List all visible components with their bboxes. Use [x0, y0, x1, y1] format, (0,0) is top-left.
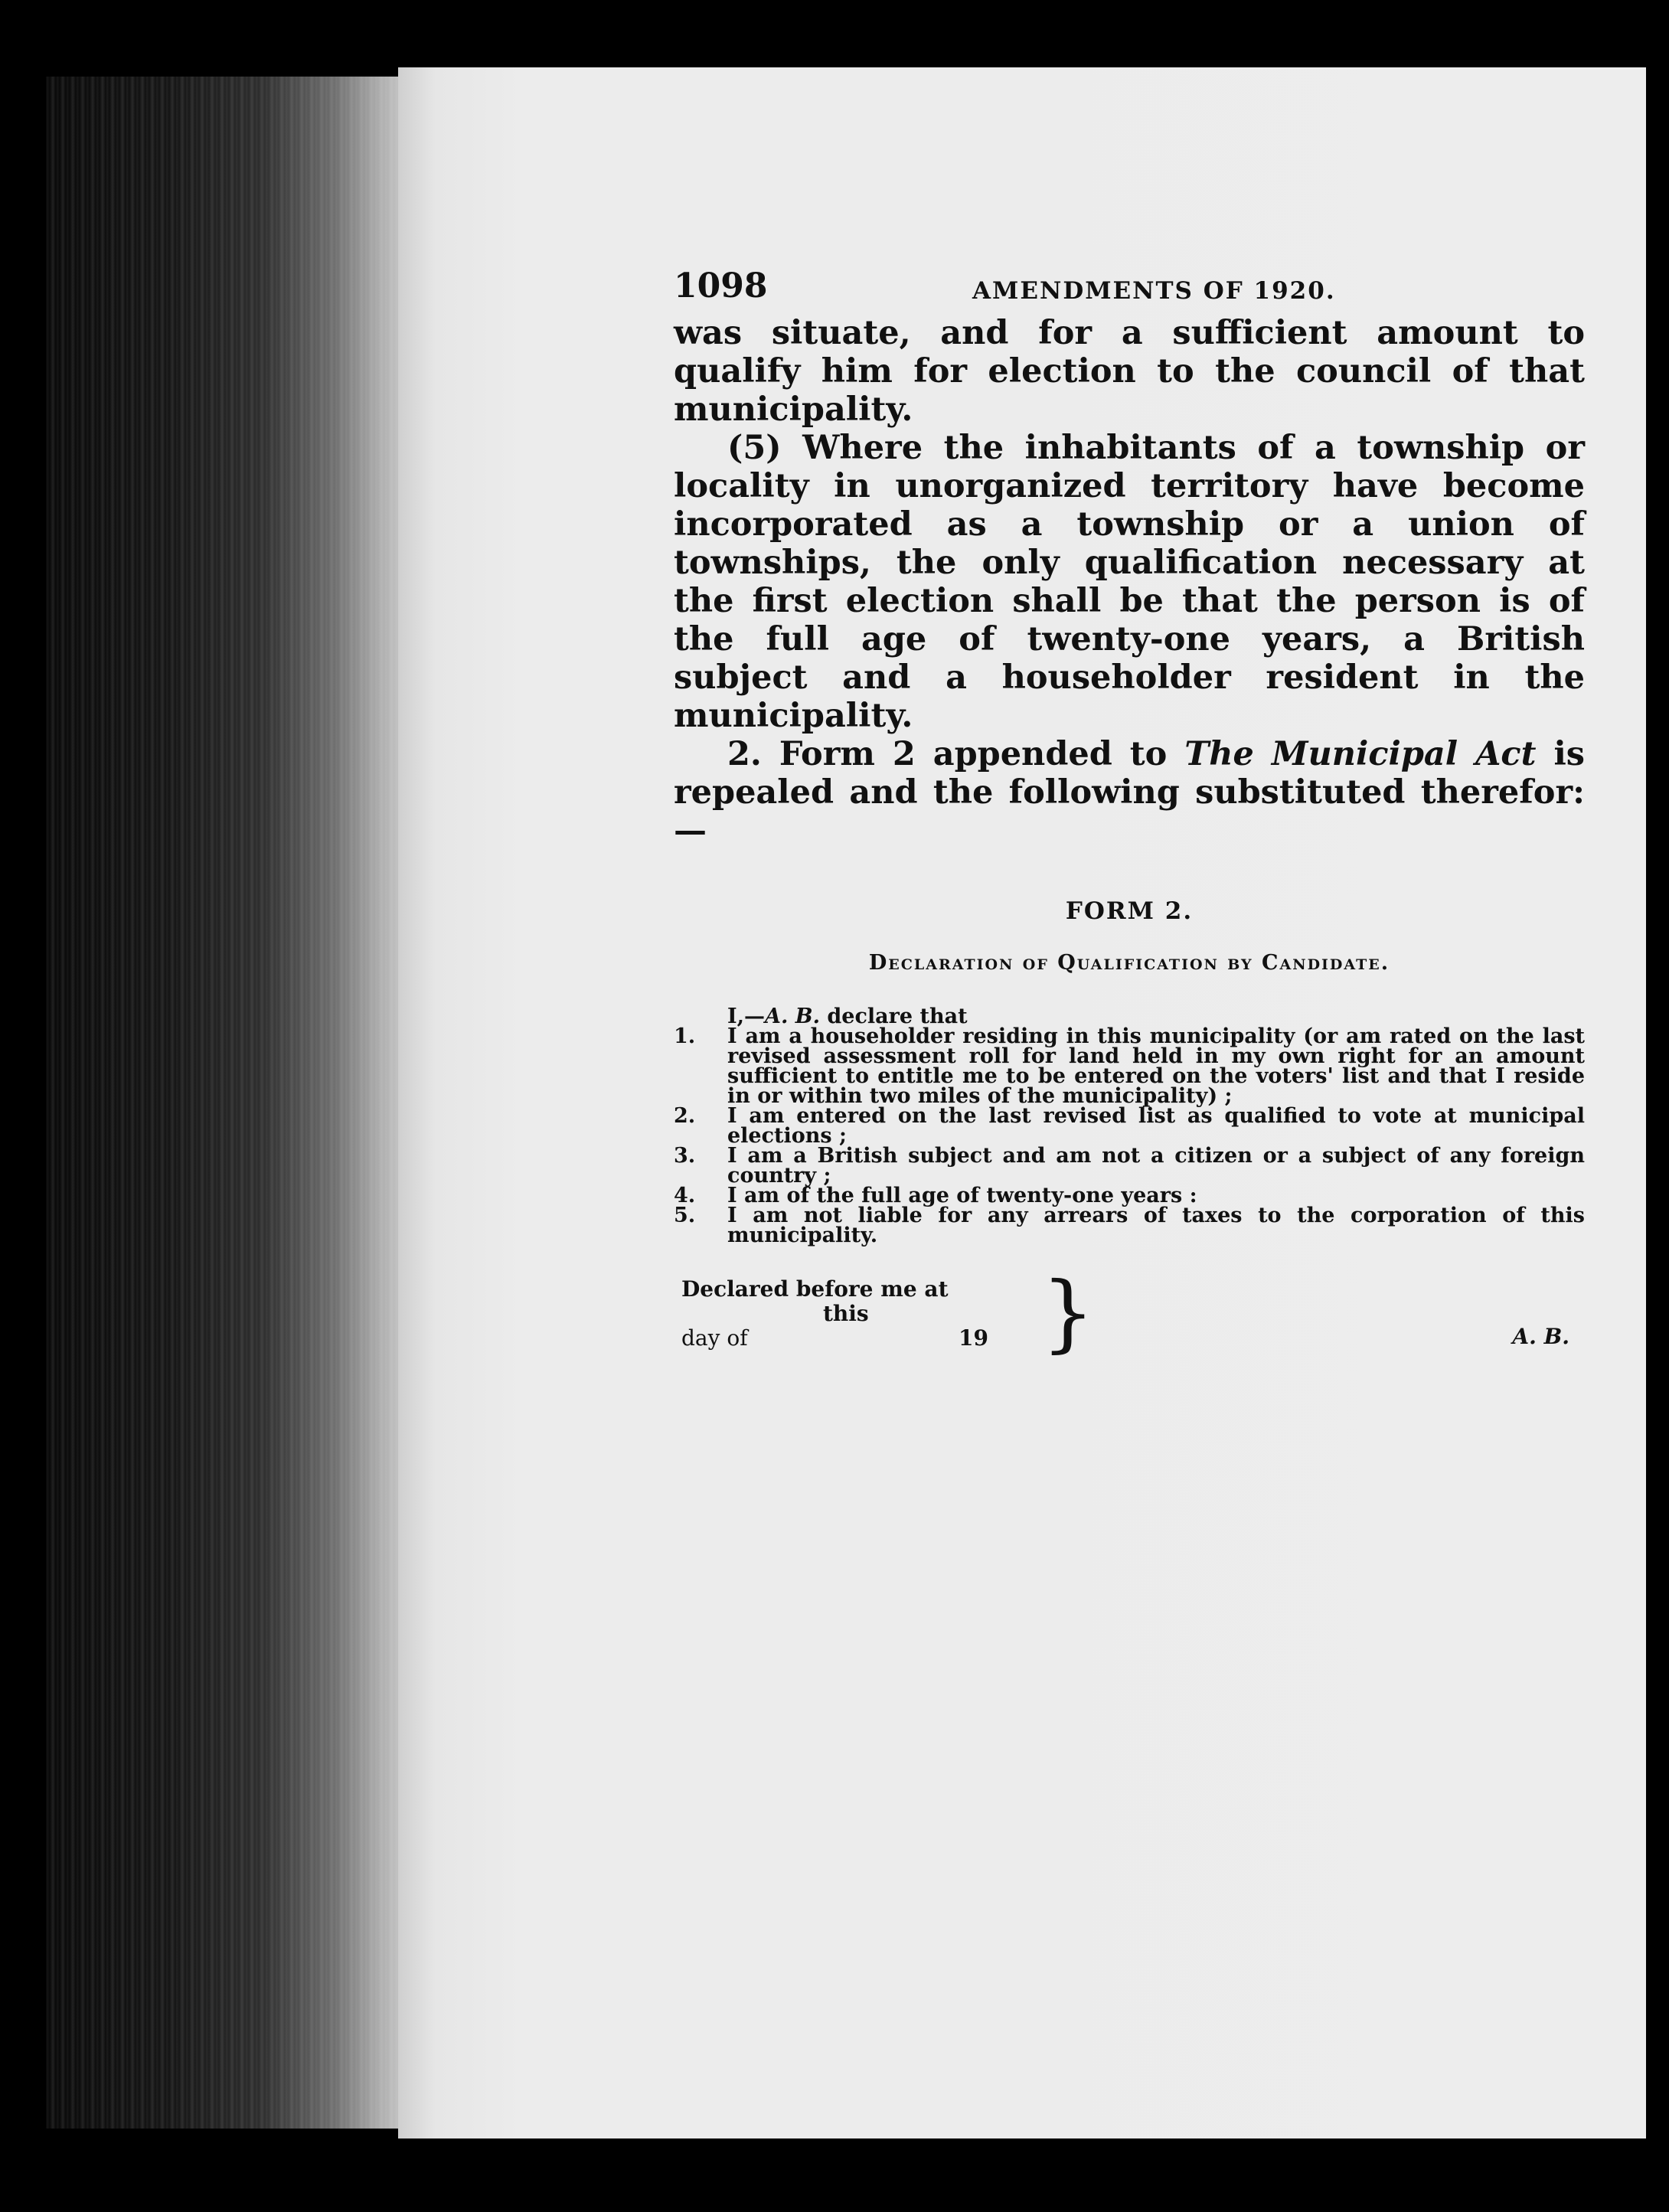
declaration-item-text: I am a householder residing in this municipality (or am rated on the last revised assessment roll for land held in my own right for an amount sufficient to entitle me to be entered on the voters' list and that I reside in or within two miles of the municipality) ; — [727, 1024, 1585, 1108]
paragraph-continuation: was situate, and for a sufficient amount to qualify him for election to the council of that municipality. — [674, 314, 1585, 429]
this-label: this — [823, 1301, 869, 1326]
page-content — [674, 260, 1585, 1361]
curly-brace: } — [1041, 1263, 1095, 1361]
declaration-item-number: 4. — [674, 1184, 696, 1207]
signer-name: A. B. — [1512, 1324, 1569, 1349]
book-binding-gutter — [46, 77, 406, 2129]
declaration-item-number: 5. — [674, 1204, 696, 1227]
declaration-item-number: 1. — [674, 1024, 696, 1048]
declaration-item-text: I am entered on the last revised list as qualified to vote at municipal elections ; — [727, 1104, 1585, 1148]
declared-before-label: Declared before me at — [681, 1276, 949, 1302]
paragraph-section-2-end: is repealed and the following substituted therefor:— — [674, 735, 1585, 850]
declaration-item-text: I am not liable for any arrears of taxes to the corporation of this municipality. — [727, 1204, 1585, 1247]
act-name: The Municipal Act — [1184, 735, 1537, 773]
form-subtitle: Declaration of Qualification by Candidate. — [868, 951, 1390, 975]
declaration-item — [674, 1206, 1585, 1246]
declaration-intro-prefix: I,— — [727, 1005, 766, 1028]
running-title: AMENDMENTS OF 1920. — [972, 277, 1336, 305]
paragraph-section-2 — [674, 735, 1585, 850]
declaration-item-number: 3. — [674, 1144, 696, 1168]
declaration-item — [674, 1024, 1585, 1108]
paragraph-section-2-start: 2. Form 2 appended to — [727, 735, 1185, 773]
declaration-intro-suffix: declare that — [820, 1005, 968, 1028]
signature-block — [674, 1263, 1585, 1361]
declaration-item — [674, 1106, 1585, 1146]
paragraph-subsection-5: (5) Where the inhabitants of a township or locality in unorganized territory have become incorporated as a township or a union of townships, the only qualification necessary at the first election shall be that the person is of the full age of twenty-one years, a British subject and a householder resident in the municipality. — [674, 429, 1585, 735]
day-of-label: day of — [681, 1325, 748, 1351]
declaration-item-text: I am of the full age of twenty-one years : — [727, 1184, 1197, 1207]
body-text — [674, 314, 1585, 850]
declaration — [674, 1007, 1585, 1246]
form-title: FORM 2. — [1065, 897, 1194, 925]
declaration-item — [674, 1146, 1585, 1186]
running-head — [674, 260, 1585, 314]
page-number: 1098 — [674, 266, 768, 305]
declarant-name: A. B. — [765, 1005, 821, 1028]
year-prefix: 19 — [959, 1325, 988, 1351]
declaration-item-text: I am a British subject and am not a citizen or a subject of any foreign country ; — [727, 1144, 1585, 1188]
declaration-item-number: 2. — [674, 1104, 696, 1128]
